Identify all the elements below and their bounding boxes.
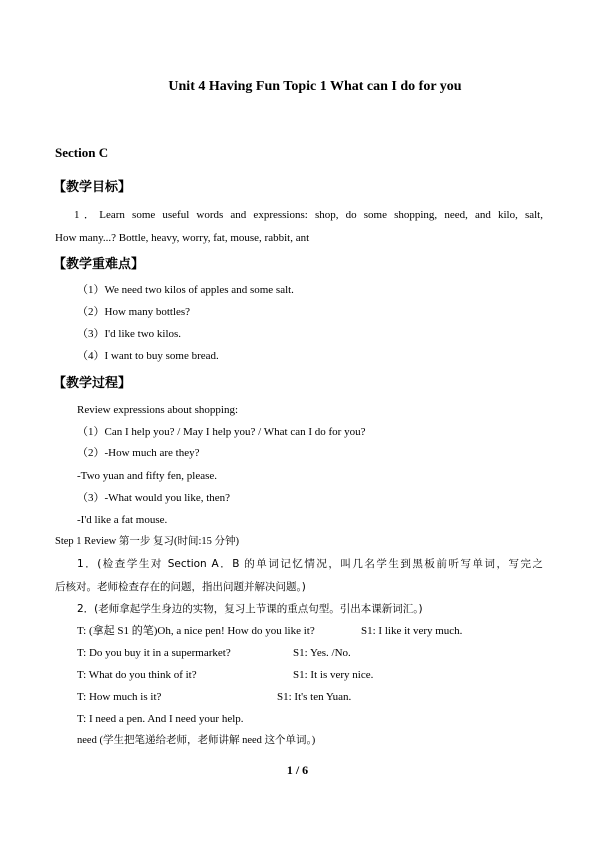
need-note: need (学生把笔递给老师，老师讲解 need 这个单词。) [77, 735, 316, 746]
step1-heading: Step 1 Review 第一步 复习(时间:15 分钟) [55, 536, 240, 547]
dialogue-student-line: S1: I like it very much. [361, 625, 463, 637]
review-item: -I'd like a fat mouse. [77, 514, 168, 526]
page-number: 1 / 6 [286, 763, 309, 777]
key-point-item: （2）How many bottles? [77, 306, 191, 318]
dialogue-teacher-line: T: (拿起 S1 的笔)Oh, a nice pen! How do you like it? [77, 625, 315, 637]
key-point-item: （1）We need two kilos of apples and some salt. [77, 284, 294, 296]
dialogue-student-line: S1: It's ten Yuan. [277, 691, 352, 703]
objectives-heading: 【教学目标】 [53, 180, 132, 195]
objectives-line-2: How many...? Bottle, heavy, worry, fat, mouse, rabbit, ant [55, 232, 310, 244]
dialogue-student-line: S1: Yes. /No. [293, 647, 351, 659]
dialogue-teacher-line: T: What do you think of it? [77, 669, 197, 681]
dialogue-teacher-line: T: How much is it? [77, 691, 162, 703]
step1-item1-line2: 后核对。老师检查存在的问题，指出问题并解决问题。) [55, 581, 306, 593]
key-point-item: （3）I'd like two kilos. [77, 328, 182, 340]
review-item: （1）Can I help you? / May I help you? / What can I do for you? [77, 426, 366, 438]
section-heading: Section C [55, 145, 109, 160]
key-points-heading: 【教学重难点】 [53, 257, 145, 272]
objectives-line-1: 1．Learn some useful words and expressions: shop, do some shopping, need, and kilo, salt, [74, 209, 543, 221]
page-title: Unit 4 Having Fun Topic 1 What can I do for you [168, 79, 462, 94]
key-point-item: （4）I want to buy some bread. [77, 350, 219, 362]
step1-item2: 2．(老师拿起学生身边的实物，复习上节课的重点句型。引出本课新词汇。) [77, 603, 423, 615]
teacher-need-line: T: I need a pen. And I need your help. [77, 713, 244, 725]
review-item: （3）-What would you like, then? [77, 492, 231, 504]
review-item: （2）-How much are they? [77, 447, 200, 459]
dialogue-student-line: S1: It is very nice. [293, 669, 374, 681]
step1-item1-line1: 1．(检查学生对 Section A．B 的单词记忆情况，叫几名学生到黑板前听写单词，写完之 [77, 558, 543, 570]
process-heading: 【教学过程】 [53, 376, 132, 391]
review-item: -Two yuan and fifty fen, please. [77, 470, 218, 482]
dialogue-teacher-line: T: Do you buy it in a supermarket? [77, 647, 231, 659]
review-intro: Review expressions about shopping: [77, 404, 239, 416]
